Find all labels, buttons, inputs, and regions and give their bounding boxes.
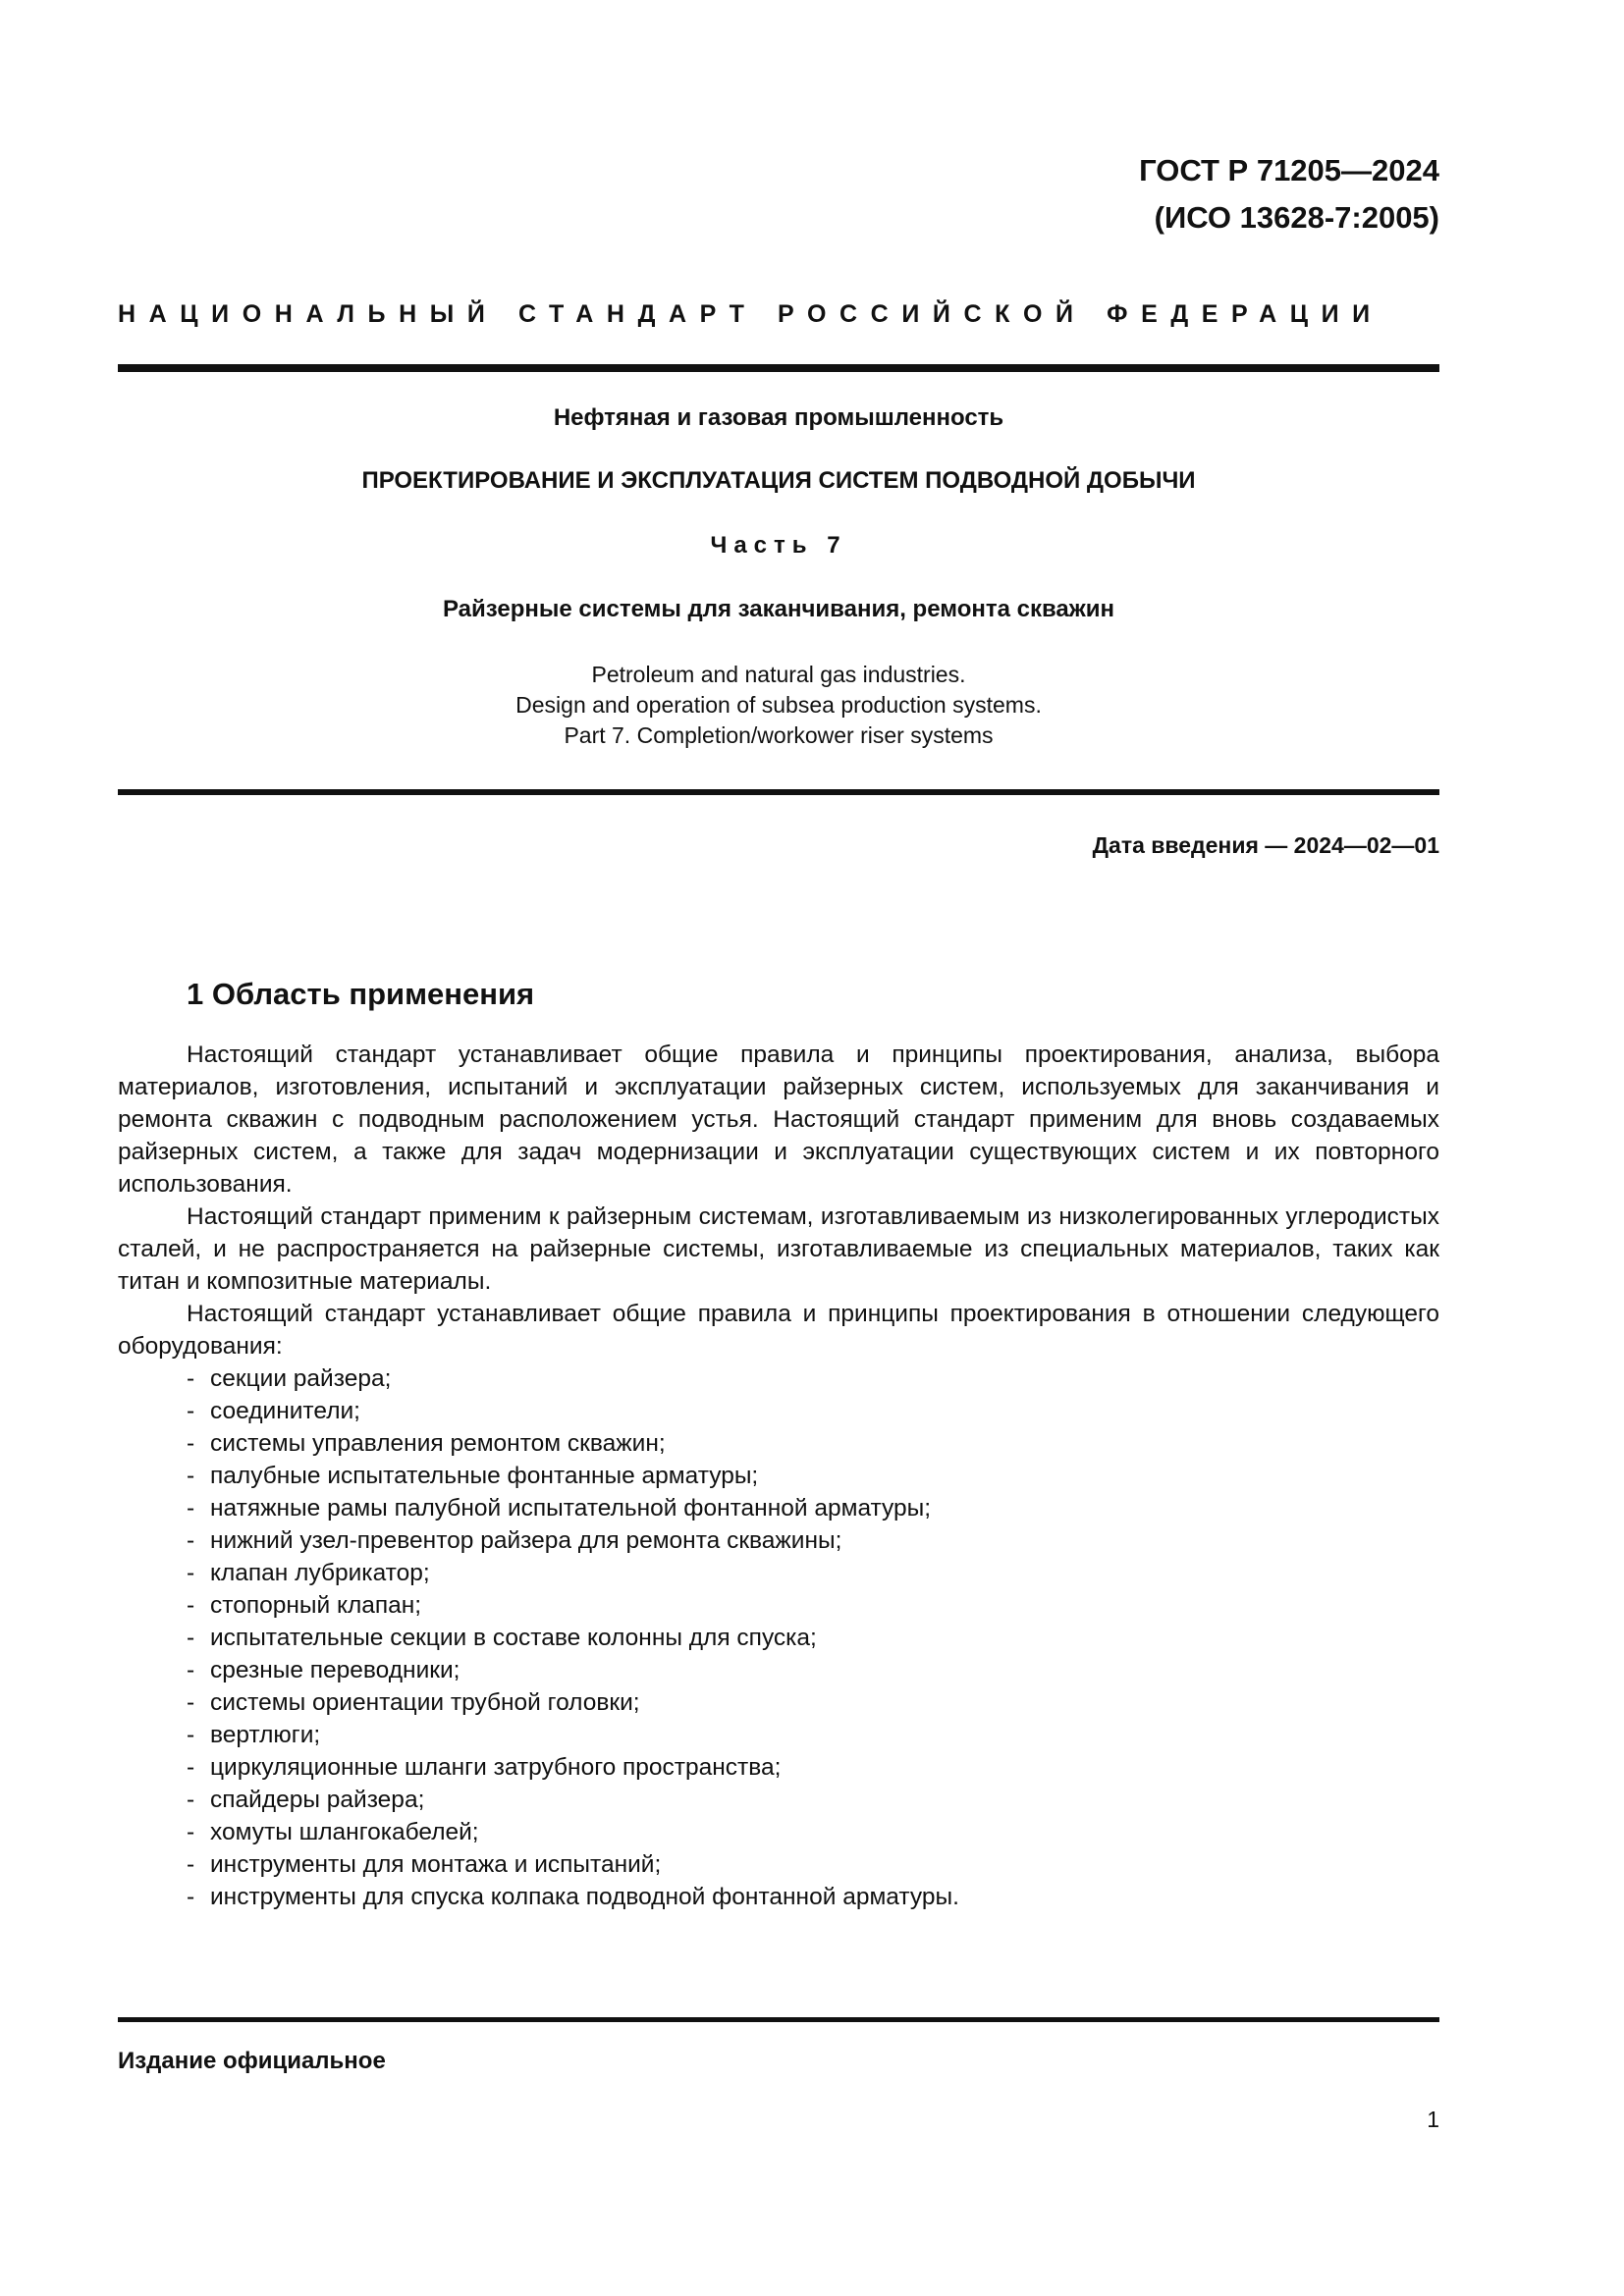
list-item-text: натяжные рамы палубной испытательной фонтанной арматуры;: [210, 1495, 932, 1522]
part-label: Часть 7: [710, 532, 847, 559]
list-marker: -: [187, 1495, 195, 1522]
english-title-line: Part 7. Completion/workower riser systems: [564, 722, 994, 748]
english-title-line: Design and operation of subsea production systems.: [515, 692, 1042, 718]
list-marker: -: [187, 1787, 195, 1813]
list-item: [187, 1492, 1439, 1524]
list-marker: -: [187, 1689, 195, 1716]
list-marker: -: [187, 1819, 195, 1845]
gost-number: ГОСТ Р 71205—2024: [1139, 153, 1439, 187]
list-item-text: стопорный клапан;: [210, 1592, 422, 1619]
list-item-text: испытательные секции в составе колонны для спуска;: [210, 1625, 817, 1651]
list-item: [187, 1524, 1439, 1557]
list-item-text: нижний узел-превентор райзера для ремонта скважины;: [210, 1527, 842, 1554]
list-item: [187, 1881, 1439, 1913]
list-item: [187, 1557, 1439, 1589]
list-item: [187, 1589, 1439, 1622]
list-item: [187, 1362, 1439, 1395]
list-item-text: хомуты шлангокабелей;: [210, 1819, 479, 1845]
list-item: [187, 1460, 1439, 1492]
list-item-text: инструменты для спуска колпака подводной фонтанной арматуры.: [210, 1884, 959, 1910]
list-item: [187, 1751, 1439, 1784]
list-item-text: секции райзера;: [210, 1365, 392, 1392]
edition-label: Издание официальное: [118, 2048, 386, 2074]
list-marker: -: [187, 1365, 195, 1392]
list-marker: -: [187, 1754, 195, 1781]
list-item-text: спайдеры райзера;: [210, 1787, 425, 1813]
list-item-text: инструменты для монтажа и испытаний;: [210, 1851, 662, 1878]
iso-reference: (ИСО 13628-7:2005): [1154, 200, 1439, 235]
list-marker: -: [187, 1884, 195, 1910]
list-item: [187, 1622, 1439, 1654]
list-item-text: системы управления ремонтом скважин;: [210, 1430, 666, 1457]
list-item: [187, 1816, 1439, 1848]
list-item: [187, 1427, 1439, 1460]
page-number: 1: [1427, 2107, 1439, 2132]
list-marker: -: [187, 1851, 195, 1878]
list-marker: -: [187, 1657, 195, 1683]
section-heading: 1 Область применения: [187, 977, 535, 1011]
introduction-date: Дата введения — 2024—02—01: [1092, 832, 1439, 858]
part-subtitle: Райзерные системы для заканчивания, ремонта скважин: [442, 596, 1115, 622]
national-standard-title: НАЦИОНАЛЬНЫЙ СТАНДАРТ РОССИЙСКОЙ ФЕДЕРАЦИИ: [118, 300, 1383, 328]
list-item-text: палубные испытательные фонтанные арматуры;: [210, 1463, 759, 1489]
gost-code-block: [1139, 147, 1439, 241]
list-marker: -: [187, 1722, 195, 1748]
list-marker: -: [187, 1560, 195, 1586]
list-item-text: системы ориентации трубной головки;: [210, 1689, 640, 1716]
list-marker: -: [187, 1463, 195, 1489]
list-item-text: циркуляционные шланги затрубного пространства;: [210, 1754, 782, 1781]
list-item: [187, 1686, 1439, 1719]
list-marker: -: [187, 1592, 195, 1619]
list-item: [187, 1719, 1439, 1751]
english-title: [118, 660, 1439, 751]
english-title-line: Petroleum and natural gas industries.: [591, 662, 966, 687]
paragraph: Настоящий стандарт устанавливает общие правила и принципы проектирования, анализа, выбора материалов, изготовления, испытаний и эксплуатации райзерных систем, используемых для заканчивания и ремонта скважин с подводным расположением устья. Настоящий стандарт применим для вновь создаваемых райзерных систем, а также для задач модернизации и эксплуатации существующих систем и их повторного использования.: [118, 1041, 1439, 1198]
list-marker: -: [187, 1625, 195, 1651]
list-item: [187, 1784, 1439, 1816]
list-item: [187, 1848, 1439, 1881]
list-marker: -: [187, 1527, 195, 1554]
list-item: [187, 1654, 1439, 1686]
list-item-text: вертлюги;: [210, 1722, 321, 1748]
section-body: [118, 1039, 1439, 1913]
list-marker: -: [187, 1430, 195, 1457]
list-item-text: клапан лубрикатор;: [210, 1560, 430, 1586]
paragraph: Настоящий стандарт устанавливает общие правила и принципы проектирования в отношении следующего оборудования:: [118, 1301, 1439, 1360]
main-title: ПРОЕКТИРОВАНИЕ И ЭКСПЛУАТАЦИЯ СИСТЕМ ПОДВОДНОЙ ДОБЫЧИ: [361, 467, 1196, 494]
equipment-list: [118, 1362, 1439, 1913]
list-item-text: срезные переводники;: [210, 1657, 460, 1683]
industry-title: Нефтяная и газовая промышленность: [553, 404, 1004, 431]
list-marker: -: [187, 1398, 195, 1424]
list-item-text: соединители;: [210, 1398, 360, 1424]
top-divider: [118, 364, 1439, 372]
paragraph: Настоящий стандарт применим к райзерным системам, изготавливаемым из низколегированных углеродистых сталей, и не распространяется на райзерные системы, изготавливаемые из специальных материалов, таких как титан и композитные материалы.: [118, 1203, 1439, 1295]
list-item: [187, 1395, 1439, 1427]
title-divider: [118, 789, 1439, 795]
footer-divider: [118, 2017, 1439, 2022]
